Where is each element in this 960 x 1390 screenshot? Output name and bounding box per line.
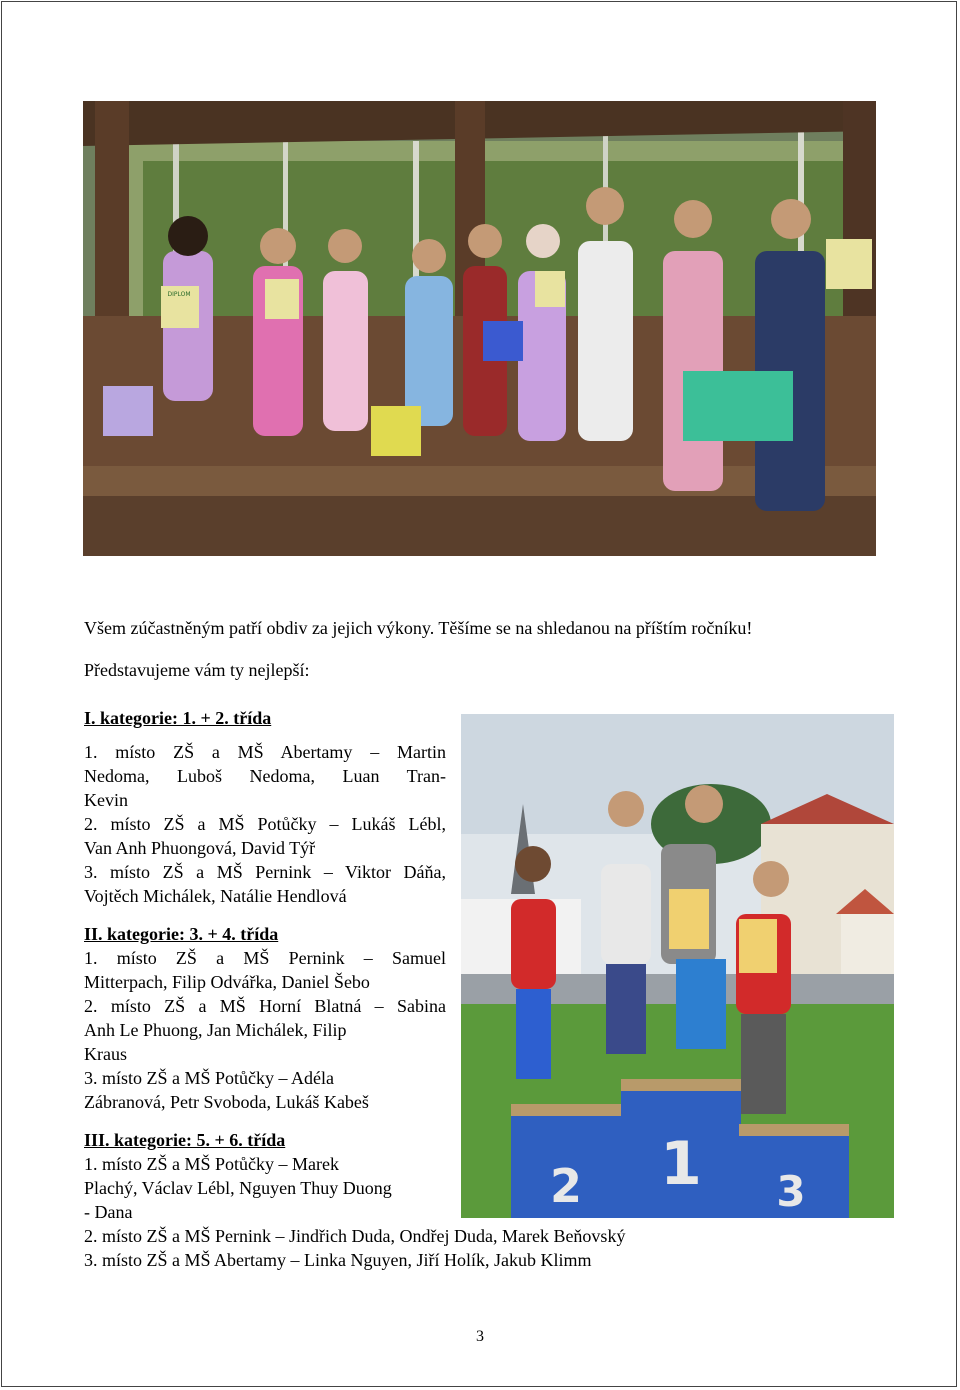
category-2-heading: II. kategorie: 3. + 4. třída: [84, 924, 279, 944]
cat1-line-6: 3. místo ZŠ a MŠ Pernink – Viktor Dáňa,: [84, 862, 446, 882]
svg-text:3: 3: [776, 1167, 806, 1216]
gazebo-illustration: [83, 101, 876, 556]
podium-illustration: [461, 714, 894, 1218]
page-number: 3: [476, 1328, 484, 1345]
cat2-line-4: Anh Le Phuong, Jan Michálek, Filip: [84, 1020, 347, 1040]
cat2-line-1: 1. místo ZŠ a MŠ Pernink – Samuel: [84, 948, 446, 968]
intro-line-2: Představujeme vám ty nejlepší:: [84, 660, 310, 680]
cat3-line-5: 3. místo ZŠ a MŠ Abertamy – Linka Nguyen, Jiří Holík, Jakub Klimm: [84, 1250, 592, 1270]
intro-line-1: Všem zúčastněným patří obdiv za jejich výkony. Těšíme se na shledanou na příštím ročníku!: [84, 618, 753, 638]
cat1-line-2: Nedoma, Luboš Nedoma, Luan Tran-: [84, 766, 446, 786]
cat2-line-3: 2. místo ZŠ a MŠ Horní Blatná – Sabina: [84, 996, 446, 1016]
svg-text:DIPLOM: DIPLOM: [167, 291, 191, 298]
category-1-heading: I. kategorie: 1. + 2. třída: [84, 708, 272, 728]
category-3-heading: III. kategorie: 5. + 6. třída: [84, 1130, 286, 1150]
cat2-line-7: Zábranová, Petr Svoboda, Lukáš Kabeš: [84, 1092, 369, 1112]
svg-text:2: 2: [549, 1159, 583, 1213]
cat2-line-2: Mitterpach, Filip Odvářka, Daniel Šebo: [84, 972, 370, 992]
cat1-line-7: Vojtěch Michálek, Natálie Hendlová: [84, 886, 347, 906]
cat1-line-4: 2. místo ZŠ a MŠ Potůčky – Lukáš Lébl,: [84, 814, 446, 834]
svg-text:1: 1: [660, 1129, 702, 1199]
cat3-line-1: 1. místo ZŠ a MŠ Potůčky – Marek: [84, 1154, 339, 1174]
cat2-line-5: Kraus: [84, 1044, 127, 1064]
cat1-line-5: Van Anh Phuongová, David Týř: [84, 838, 316, 858]
cat3-line-4: 2. místo ZŠ a MŠ Pernink – Jindřich Duda, Ondřej Duda, Marek Beňovský: [84, 1226, 626, 1246]
photo-children-gazebo: [83, 101, 876, 556]
cat2-line-6: 3. místo ZŠ a MŠ Potůčky – Adéla: [84, 1068, 335, 1088]
cat3-line-2: Plachý, Václav Lébl, Nguyen Thuy Duong: [84, 1178, 392, 1198]
cat3-line-3: - Dana: [84, 1202, 133, 1222]
photo-podium-winners: [461, 714, 894, 1218]
cat1-line-3: Kevin: [84, 790, 128, 810]
cat1-line-1: 1. místo ZŠ a MŠ Abertamy – Martin: [84, 742, 446, 762]
